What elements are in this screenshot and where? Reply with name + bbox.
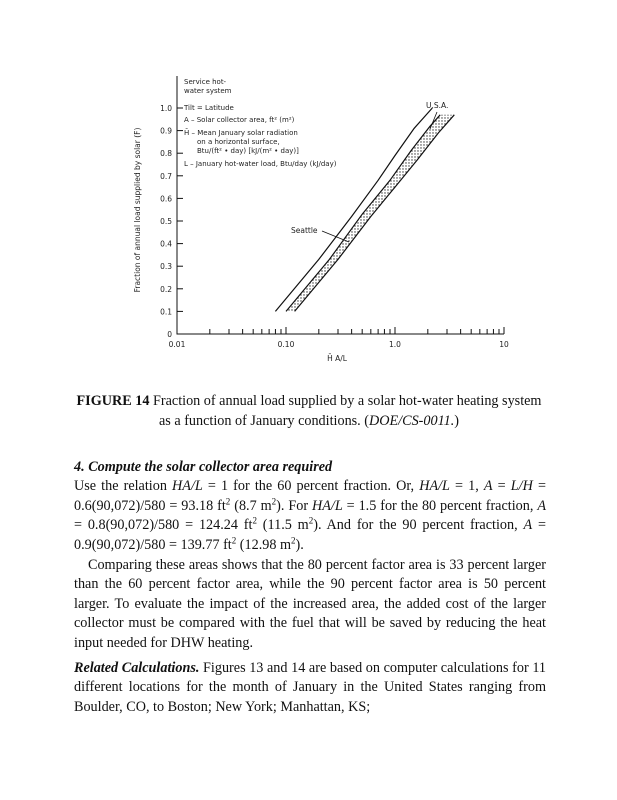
y-tick-label: 1.0 <box>160 104 172 113</box>
comparison-paragraph: Comparing these areas shows that the 80 percent factor area is 33 percent larger than the 60 percent factor area, while the 90 percent factor area is 50 percent larger. To evaluate the impact of the increased area, the added cost of the larger collector must be compared with the fuel that will be saved by reducing the heat input needed for DHW heating. <box>74 557 546 651</box>
y-tick-label: 0.7 <box>160 171 172 181</box>
usa-annotation: U.S.A. <box>426 101 449 110</box>
related-title: Related Calculations. <box>74 660 200 676</box>
step-paragraph <box>74 458 546 555</box>
legend-title-line: Service hot- <box>184 78 227 86</box>
caption-source: DOE/CS-0011. <box>369 413 455 429</box>
seattle-annotation: Seattle <box>291 226 318 235</box>
step-body: Use the relation HA/L = 1 for the 60 percent fraction. Or, HA/L = 1, A = L/H = 0.6(90,072)/580 = 93.18 $ft^2$ (8.7 $m^2$). For HA/L = 1.5 for the 80 percent fraction, A = 0.8(90,072)/580 = 124.24 $ft^2$ (11.5 $m^2$). And for the 90 percent fraction, A = 0.9(90,072)/580 = 139.77 $ft^2$ (12.98 $m^2$). <box>74 478 546 553</box>
legend-line: Tilt = Latitude <box>184 104 234 112</box>
chart-curves <box>275 108 454 311</box>
seattle-pointer <box>322 231 349 242</box>
y-axis-label: Fraction of annual load supplied by solar (F) <box>133 127 142 293</box>
x-tick-label: 1.0 <box>389 340 401 349</box>
solar-fraction-chart <box>0 0 617 390</box>
chart-legend <box>183 78 337 168</box>
legend-title-line: water system <box>184 87 232 95</box>
legend-line: Btu/(ft² • day) [kJ/(m² • day)] <box>197 147 299 155</box>
legend-line: A – Solar collector area, ft² (m²) <box>184 116 295 124</box>
seattle-curve <box>275 108 432 311</box>
caption-text: Fraction of annual load supplied by a solar hot-water heating system as a function of January conditions. ( <box>149 393 542 429</box>
x-tick-label: 0.10 <box>277 340 295 349</box>
step-title: 4. Compute the solar collector area required <box>74 459 333 475</box>
x-tick-label: 0.01 <box>168 340 186 349</box>
legend-line: H̄ – Mean January solar radiation <box>184 129 298 137</box>
x-tick-label: 10 <box>499 340 509 349</box>
figure-caption <box>74 391 544 431</box>
y-tick-label: 0.8 <box>160 149 172 159</box>
usa-lower-curve <box>295 115 455 312</box>
y-tick-label: 0.3 <box>160 262 172 272</box>
chart-axes <box>177 76 504 334</box>
y-tick-label: 0.6 <box>160 194 172 204</box>
related-calculations-paragraph <box>74 659 546 717</box>
related-text: Figures 13 and 14 are based on computer calculations for 11 different locations for the month of January in the United States ranging from Boulder, CO, to Boston; New York; Manhattan, KS; <box>74 660 546 715</box>
legend-line: L – January hot-water load, Btu/day (kJ/day) <box>184 160 337 168</box>
caption-label: FIGURE 14 <box>76 393 150 409</box>
x-axis-label: H̄ A/L <box>327 354 347 363</box>
y-tick-label: 0.5 <box>160 217 172 226</box>
y-tick-label: 0.2 <box>160 284 172 294</box>
y-tick-label: 0.1 <box>160 307 172 317</box>
y-tick-label: 0.9 <box>160 126 172 136</box>
caption-close: ) <box>454 413 459 429</box>
y-tick-label: 0 <box>167 330 172 339</box>
axis-lines <box>177 76 504 334</box>
legend-line: on a horizontal surface, <box>197 138 280 146</box>
y-tick-label: 0.4 <box>160 239 172 249</box>
